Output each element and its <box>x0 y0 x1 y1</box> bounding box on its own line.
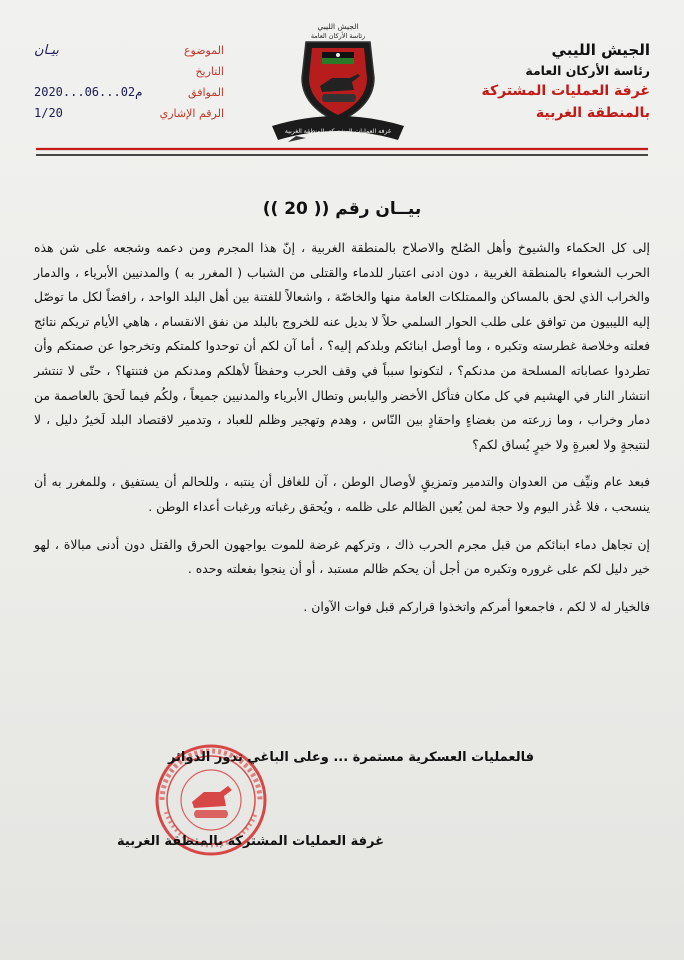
corresponding-row <box>34 82 224 103</box>
operations-room-name: غرفة العمليات المشتركة بالمنطقة الغربية <box>481 83 650 121</box>
subject-label: الموضوع <box>183 44 224 57</box>
header-separator <box>36 146 648 160</box>
corresponding-value: 2020...06...02م <box>34 85 143 99</box>
reference-label: الرقم الإشاري <box>159 107 224 120</box>
paragraph-1: إلى كل الحكماء والشيوخ وأهل الصُلح والاصلاح بالمنطقة الغربية ، إنّ هذا المجرم ومن دعمه وشجعه على شن هذه الحرب الشعواء بالمنطقة الغربية ، دون ادنى اعتبار للدماء والقتلى من الشباب ( المغرر به ) والمدنيين الأبرياء ، والدمار والخراب الذي لحق بالمساكن والممتلكات العامة منها والخاصّة ، واشعالاً للفتنة بين أهل البلد الواحد ، رافضاً لكل ما توصّل إليه الليبيون من توافق على طلب الحوار السلمي حلاً لا بديل عنه للخروج بالبلد من نفق الانقسام ، هاهي الأيام تريكم نتائج فعلته وخلاصة غطرسته وتكبره ، وما أوصل ابنائكم وبلدكم إليه؟ ، أما آن لكم أن توحدوا كلمتكم وتخرجوا عن صمتكم وأن تطردوا عصاباته المسلحة من مدنكم؟ ، لتكونوا سبباً في وقف الحرب وحفظاً لأهلكم ومدنكم من فتنتها؟ ، حتّى لا تنتشر انتشار النار في الهشيم في كل مكان فتأكل الأخضر واليابس وتطال الأبرياء والمدنيين جميعاً ، ولكُم فيما لَحقَ بالعاصمة من دمار وخراب ، وما زرعته من بغضاءٍ واحقادٍ بين النّاس ، وهدم وتهجير وظلم للعباد ، وتدمير لاقتصاد البلد لَخيرُ دليل ، لا لنتيجةٍ ولا لعبرةٍ ولا خيرٍ يُساق لكم؟ <box>34 240 650 452</box>
army-name: الجيش الليبي <box>551 41 650 59</box>
paragraph-3: إن تجاهل دماء ابنائكم من قبل مجرم الحرب ذاك ، وتركهم غرضة للموت يواجهون الحرق والقتل دون أدنى مبالاة ، لهو خير دليل لكم على غروره وتكبره من أجل أن يحكم ظالم مستبد ، أو أن ينجوا بفعلته وحده . <box>34 536 650 577</box>
emblem-ribbon-text: غرفة العمليات المشتركة بالمنطقة الغربية <box>284 128 392 135</box>
emblem-top-text-2: رئاسة الأركان العامة <box>310 32 366 40</box>
letterhead-left <box>34 40 224 124</box>
closing-line: فالعمليات العسكرية مستمرة ... وعلى الباغي تدور الدوائر <box>167 750 534 765</box>
army-emblem-icon <box>266 18 410 144</box>
subject-value: بيـان <box>34 43 59 58</box>
date-label: التاريخ <box>195 65 224 78</box>
letterhead-right <box>420 40 650 124</box>
reference-row <box>34 103 224 124</box>
paragraph-2: فبعد عام ونيِّف من العدوان والتدمير وتمزيقٍ لأوصال الوطن ، آن للغافل أن ينتبه ، وللحالم أن يستفيق ، وللمغرر به أن ينسحب ، فلا عُذر اليوم ولا حجة لمن يُعين الظالم على ظلمه ، ويُحقق رغباته ورغبات أعداء الوطن . <box>34 474 650 514</box>
chief-of-staff: رئاسة الأركان العامة <box>525 63 650 78</box>
statement-title: بيــان رقم (( 20 )) <box>262 199 422 219</box>
corresponding-label: الموافق <box>188 86 224 99</box>
signature-line: غرفة العمليات المشتركة بالمنطقة الغربية <box>117 834 384 849</box>
paragraph-4: فالخيار له لا لكم ، فاجمعوا أمركم واتخذوا قراركم قبل فوات الآوان . <box>303 598 650 614</box>
statement-body <box>34 236 650 619</box>
subject-row <box>34 40 224 61</box>
date-row <box>34 61 224 82</box>
emblem-top-text: الجيش الليبي <box>317 22 359 31</box>
reference-value: 1/20 <box>34 106 63 120</box>
